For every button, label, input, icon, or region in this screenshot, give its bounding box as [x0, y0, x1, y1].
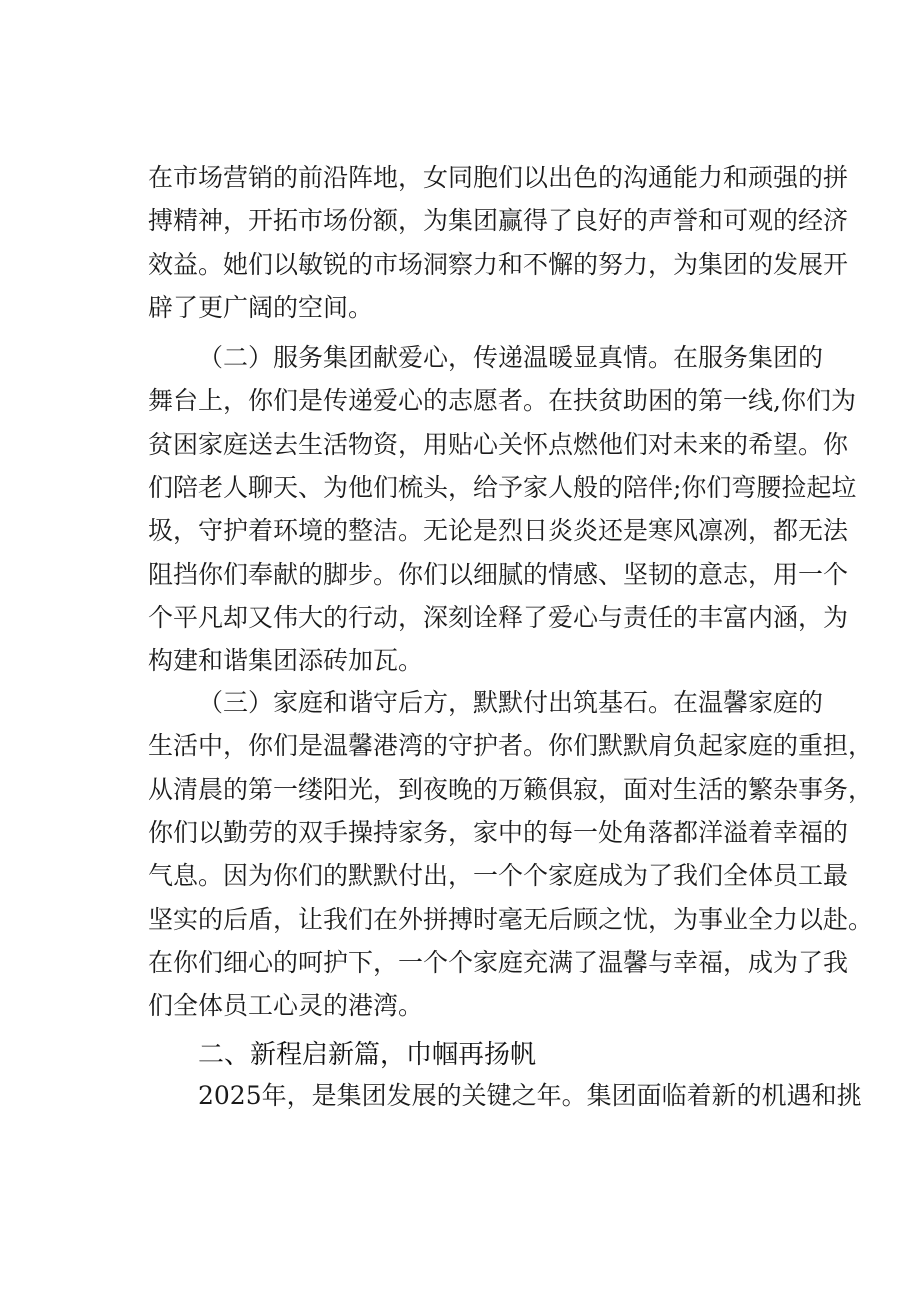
text-line: 效益。她们以敏锐的市场洞察力和不懈的努力，为集团的发展开	[148, 250, 849, 279]
text-line: 搏精神，开拓市场份额，为集团赢得了良好的声誉和可观的经济	[148, 206, 849, 235]
text-line: 贫困家庭送去生活物资，用贴心关怀点燃他们对未来的希望。你	[148, 430, 849, 459]
text-line: 构建和谐集团添砖加瓦。	[148, 646, 424, 675]
text-line: 在你们细心的呵护下，一个个家庭充满了温馨与幸福，成为了我	[148, 948, 849, 977]
text-line: 生活中，你们是温馨港湾的守护者。你们默默肩负起家庭的重担，	[148, 731, 874, 760]
text-line: （三）家庭和谐守后方，默默付出筑基石。在温馨家庭的	[198, 688, 824, 717]
text-line: 舞台上，你们是传递爱心的志愿者。在扶贫助困的第一线,你们为	[148, 386, 856, 415]
text-line: 气息。因为你们的默默付出，一个个家庭成为了我们全体员工最	[148, 861, 849, 890]
text-line: 辟了更广阔的空间。	[148, 293, 374, 322]
text-line: 你们以勤劳的双手操持家务，家中的每一处角落都洋溢着幸福的	[148, 818, 849, 847]
text-line: 们全体员工心灵的港湾。	[148, 991, 424, 1020]
text-line: 圾，守护着环境的整洁。无论是烈日炎炎还是寒风凛冽，都无法	[148, 516, 849, 545]
text-line: 阻挡你们奉献的脚步。你们以细腻的情感、坚韧的意志，用一个	[148, 560, 849, 589]
text-line: 2025年，是集团发展的关键之年。集团面临着新的机遇和挑	[198, 1081, 862, 1110]
text-line: 们陪老人聊天、为他们梳头，给予家人般的陪伴;你们弯腰捡起垃	[148, 473, 857, 502]
text-line: 从清晨的第一缕阳光，到夜晚的万籁俱寂，面对生活的繁杂事务，	[148, 775, 874, 804]
text-line: 在市场营销的前沿阵地，女同胞们以出色的沟通能力和顽强的拼	[148, 163, 849, 192]
text-line: 个平凡却又伟大的行动，深刻诠释了爱心与责任的丰富内涵，为	[148, 603, 849, 632]
section-heading: 二、新程启新篇，巾帼再扬帆	[198, 1040, 537, 1070]
text-line: （二）服务集团献爱心，传递温暖显真情。在服务集团的	[198, 343, 824, 372]
text-line: 坚实的后盾，让我们在外拼搏时毫无后顾之忧，为事业全力以赴。	[148, 905, 874, 934]
